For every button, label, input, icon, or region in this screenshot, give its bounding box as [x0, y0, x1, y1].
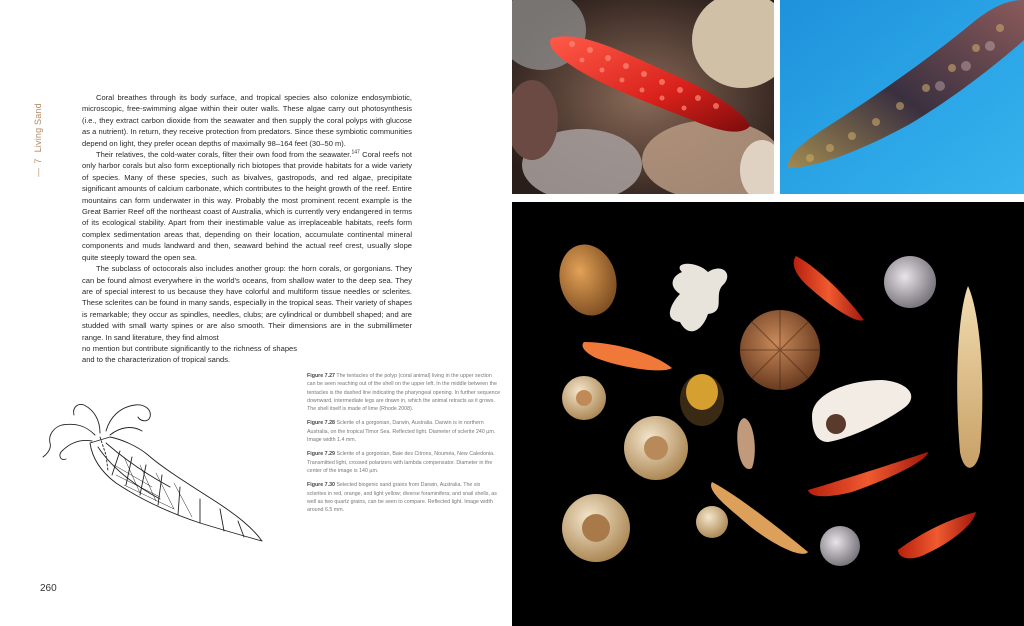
- photo-red-sclerite: [512, 0, 774, 194]
- caption-label: Figure 7.29: [307, 451, 335, 458]
- coral-polyp-drawing: [40, 395, 280, 545]
- caption-figure-7-28: [307, 419, 501, 444]
- caption-text: Sclerite of a gorgonian, Darwin, Australia. Darwin is in northern Australia, on the tropical Timor Sea. Reflected light. Diameter of sclerite 240 µm. Image width 1.4 mm.: [307, 420, 496, 444]
- photo-blue-sclerite: [780, 0, 1024, 194]
- caption-text: Sclerite of a gorgonian, Baie des Citrons, Nouméa, New Caledonia. Transmitted light, crossed polarizers with lambda compensator. Diameter in the center of the image is 140 µm.: [307, 451, 495, 474]
- running-header-dash: —: [33, 167, 43, 177]
- paragraph-1: Coral breathes through its body surface, and tropical species also colonize endosymbiotic, microscopic, free-swimming algae within their outer walls. These algae carry out photosynthesis (i.e., they extract carbon dioxide from the seawater and then supply the coral polyps with glucose as a nutrient). In return, they receive protection from predators. Since these symbiotic communities depend on light, they prefer ocean depths of maximally 98–164 feet (30–50 m).: [82, 93, 412, 148]
- caption-text: Selected biogenic sand grains from Darwin, Australia. The six sclerites in red, orange, and light yellow; diverse foraminifera; and snail shells, as well as two quartz grains, can be seen to compare. Reflected light. Image width around 6.5 mm.: [307, 482, 497, 514]
- body-text: [82, 92, 412, 366]
- chapter-number: 7: [33, 158, 43, 164]
- caption-figure-7-27: [307, 372, 501, 413]
- footnote-ref[interactable]: 147: [351, 149, 360, 156]
- page-number: 260: [40, 583, 57, 594]
- caption-label: Figure 7.30: [307, 482, 335, 489]
- paragraph-2: [82, 149, 412, 263]
- caption-label: Figure 7.28: [307, 420, 335, 427]
- paragraph-3: The subclass of octocorals also includes another group: the horn corals, or gorgonians. They can be found almost everywhere in the world's oceans, from shallow water to the deep sea. They are of special interest to us because they have colorful and multiform tissue needles or sclerites. These sclerites can be found in many sands, especially in the tropical seas. Their variety of shapes is remarkable; they occur as spindles, needles, clubs; are cylindrical or dumbbell shaped; and are studded with small warty spines or are also smooth. Their dimensions are in the submillimeter range. In sand literature, they find almost: [82, 264, 412, 342]
- paragraph-2-rest: Coral reefs not only harbor corals but also form exceptionally rich biotopes that provide habitats for a wide variety of species. Many of these species, such as bivalves, gastropods, and red algae, precipitate significant amounts of calcium carbonate, which contributes to the height growth of the reef. Entire mountains can form underwater in this way. Probably the most prominent recent example is the Great Barrier Reef off the northeast coast of Australia, which is currently very endangered in terms of its ecological stability. Apart from their inestimable value as irreplaceable habitats, reefs form complex sedimentation areas that, depending on their location, accumulate continental mineral components and muds landward and then, seaward behind the actual reef crest, usually slope quite steeply toward the open sea.: [82, 150, 413, 262]
- caption-label: Figure 7.27: [307, 373, 335, 379]
- figure-captions: [307, 372, 501, 520]
- caption-text: The tentacles of the polyp (coral animal) living in the upper section can be seen reaching out of the shell on the upper left. In the middle between the tentacles is the dashed line indicating the pharyngeal opening. In further sequence downward, intermediate legs are drawn in, which the animal retracts as it grows. The shell itself is made of lime (Rhode 2008).: [307, 373, 501, 413]
- caption-figure-7-30: [307, 481, 501, 514]
- chapter-title: Living Sand: [33, 103, 43, 153]
- paragraph-3-continued: no mention but contribute significantly to the richness of shapes and to the characterization of tropical sands.: [82, 343, 297, 365]
- paragraph-2-start: Their relatives, the cold-water corals, filter their own food from the seawater.: [96, 150, 352, 160]
- photo-biogenic-sand-grains: [512, 202, 1024, 626]
- caption-figure-7-29: [307, 450, 501, 475]
- running-header: [30, 95, 46, 185]
